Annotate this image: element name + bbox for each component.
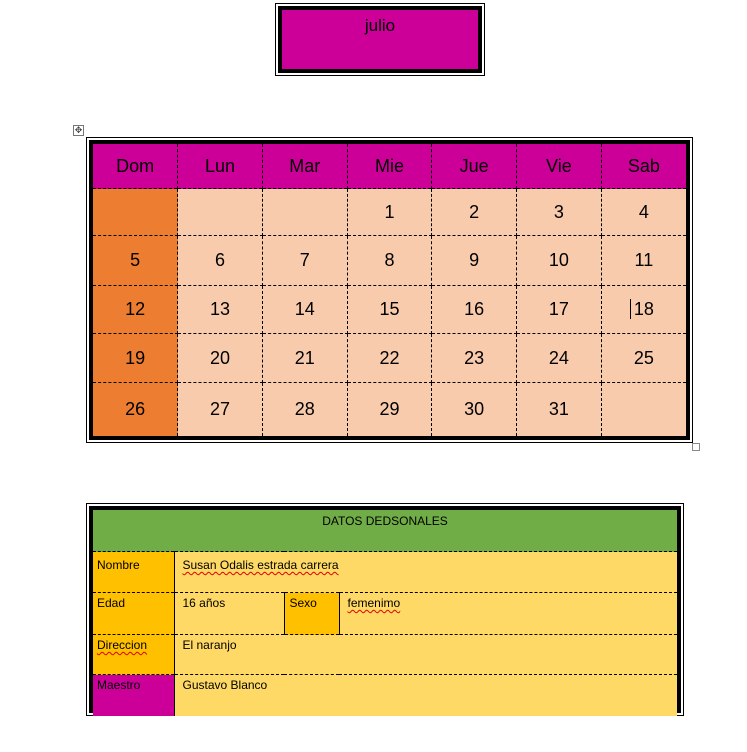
calendar-cell[interactable]: 17 bbox=[517, 286, 602, 334]
calendar-cell[interactable]: 22 bbox=[347, 334, 432, 383]
calendar-cell[interactable]: 5 bbox=[93, 236, 178, 286]
table-resize-handle[interactable] bbox=[692, 443, 700, 451]
personal-data-header[interactable]: DATOS DEDSONALES bbox=[93, 510, 677, 552]
calendar-week-row bbox=[93, 286, 686, 334]
table-move-handle-icon[interactable]: ✥ bbox=[74, 125, 83, 135]
calendar-week-row bbox=[93, 189, 686, 236]
calendar-cell[interactable]: 9 bbox=[432, 236, 517, 286]
month-title-frame bbox=[278, 6, 482, 73]
maestro-label[interactable]: Maestro bbox=[93, 675, 174, 717]
nombre-text: Susan Odalis estrada carrera bbox=[182, 558, 339, 572]
calendar-cell[interactable]: 20 bbox=[178, 334, 263, 383]
maestro-value[interactable]: Gustavo Blanco bbox=[174, 675, 677, 717]
calendar-cell[interactable]: 6 bbox=[178, 236, 263, 286]
calendar-cell[interactable]: 10 bbox=[517, 236, 602, 286]
calendar-cell[interactable]: 24 bbox=[517, 334, 602, 383]
calendar-week-row bbox=[93, 383, 686, 437]
calendar-cell[interactable]: 12 bbox=[93, 286, 178, 334]
calendar-cell[interactable]: 4 bbox=[601, 189, 686, 236]
calendar-week-row bbox=[93, 236, 686, 286]
calendar-cell[interactable]: 11 bbox=[601, 236, 686, 286]
sexo-text: femenimo bbox=[347, 596, 401, 610]
direccion-row bbox=[93, 635, 677, 675]
calendar-cell[interactable]: 26 bbox=[93, 383, 178, 437]
day-header-lun[interactable]: Lun bbox=[178, 144, 263, 189]
nombre-value[interactable] bbox=[174, 552, 677, 593]
text-cursor: 18 bbox=[633, 299, 654, 319]
calendar-cell[interactable]: 13 bbox=[178, 286, 263, 334]
direccion-value[interactable]: El naranjo bbox=[174, 635, 677, 675]
calendar-cell[interactable]: 1 bbox=[347, 189, 432, 236]
calendar-cell[interactable]: 27 bbox=[178, 383, 263, 437]
day-header-vie[interactable]: Vie bbox=[517, 144, 602, 189]
calendar-cell[interactable] bbox=[601, 286, 686, 334]
calendar-cell[interactable] bbox=[601, 383, 686, 437]
nombre-row bbox=[93, 552, 677, 593]
edad-value[interactable]: 16 años bbox=[174, 593, 284, 635]
calendar-cell[interactable]: 31 bbox=[517, 383, 602, 437]
calendar-cell[interactable]: 28 bbox=[262, 383, 347, 437]
nombre-label[interactable]: Nombre bbox=[93, 552, 174, 593]
calendar-cell[interactable]: 7 bbox=[262, 236, 347, 286]
personal-data-frame bbox=[89, 506, 681, 713]
calendar-cell[interactable]: 14 bbox=[262, 286, 347, 334]
month-title-box[interactable] bbox=[275, 3, 485, 76]
edad-row bbox=[93, 593, 677, 635]
day-header-mie[interactable]: Mie bbox=[347, 144, 432, 189]
day-header-jue[interactable]: Jue bbox=[432, 144, 517, 189]
personal-data-header-row bbox=[93, 510, 677, 552]
calendar-cell[interactable]: 16 bbox=[432, 286, 517, 334]
edad-label[interactable]: Edad bbox=[93, 593, 174, 635]
direccion-label-text: Direccion bbox=[97, 638, 148, 652]
calendar-cell[interactable]: 3 bbox=[517, 189, 602, 236]
sexo-label[interactable]: Sexo bbox=[284, 593, 339, 635]
personal-data-table[interactable] bbox=[86, 503, 684, 716]
calendar-cell[interactable]: 15 bbox=[347, 286, 432, 334]
sexo-value[interactable] bbox=[339, 593, 677, 635]
calendar-cell[interactable]: 21 bbox=[262, 334, 347, 383]
calendar-cell[interactable]: 25 bbox=[601, 334, 686, 383]
calendar-week-row bbox=[93, 334, 686, 383]
day-header-mar[interactable]: Mar bbox=[262, 144, 347, 189]
maestro-row bbox=[93, 675, 677, 717]
calendar-cell[interactable] bbox=[178, 189, 263, 236]
calendar-cell[interactable]: 2 bbox=[432, 189, 517, 236]
day-header-sab[interactable]: Sab bbox=[601, 144, 686, 189]
day-header-dom[interactable]: Dom bbox=[93, 144, 178, 189]
calendar-cell[interactable]: 23 bbox=[432, 334, 517, 383]
calendar-cell[interactable] bbox=[93, 189, 178, 236]
calendar-cell[interactable]: 30 bbox=[432, 383, 517, 437]
calendar-cell[interactable]: 19 bbox=[93, 334, 178, 383]
calendar-header-row bbox=[93, 144, 686, 189]
direccion-label[interactable] bbox=[93, 635, 174, 675]
month-title[interactable]: julio bbox=[364, 16, 396, 35]
calendar-table[interactable] bbox=[86, 137, 693, 443]
calendar-cell[interactable] bbox=[262, 189, 347, 236]
calendar-cell[interactable]: 8 bbox=[347, 236, 432, 286]
calendar-cell[interactable]: 29 bbox=[347, 383, 432, 437]
calendar-frame bbox=[89, 140, 690, 440]
